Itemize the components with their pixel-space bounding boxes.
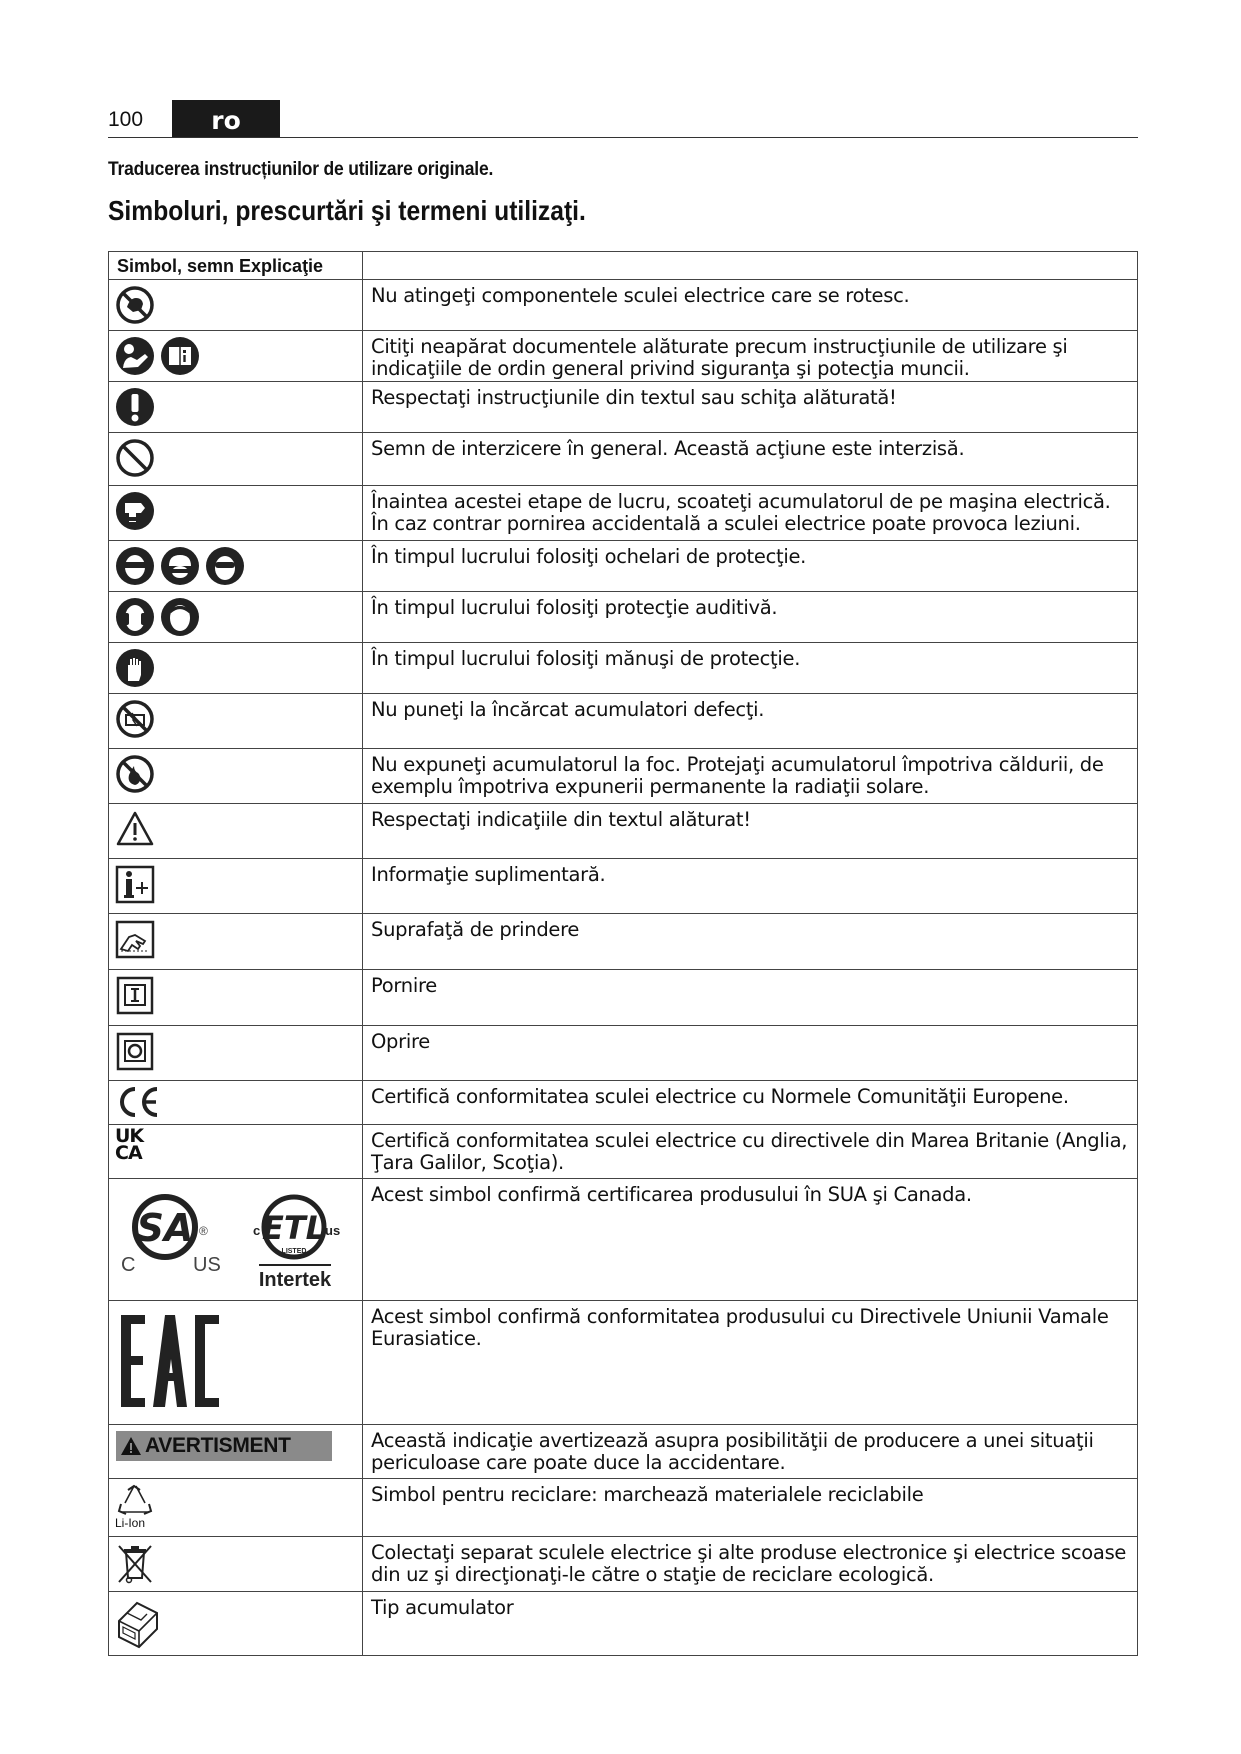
header-label: Simbol, semn Explicaţie [117,256,324,276]
table-row [109,914,1138,970]
ear-protection-icon [115,597,155,637]
etl-mark [253,1197,340,1291]
row-text: Această indicaţie avertizează asupra posibilităţii de producere a unei situaţii periculoase care poate duce la accidentare. [371,1429,1094,1474]
table-row [109,433,1138,486]
row-text: În timpul lucrului folosiţi ochelari de protecţie. [371,545,807,568]
table-row [109,1179,1138,1301]
warning-triangle-small-icon [120,1436,142,1456]
row-text: Înaintea acestei etape de lucru, scoateţi acumulatorul de pe maşina electrică. În caz contrar pornirea accidentală a sculei electrice poate provoca leziuni. [371,490,1111,535]
table-row [109,541,1138,592]
table-row [109,694,1138,749]
row-text: Tip acumulator [371,1596,514,1619]
ukca-mark-icon [115,1125,144,1164]
table-row [109,1592,1138,1656]
etl-c: c [253,1223,261,1238]
table-row [109,1026,1138,1081]
table-header-row [109,252,1138,280]
row-text: Certifică conformitatea sculei electrice cu Normele Comunităţii Europene. [371,1085,1069,1108]
csa-reg: ® [199,1224,208,1238]
row-text: Citiţi neapărat documentele alăturate precum instrucţiunile de utilizare şi indicaţiile de ordin general privind siguranţa şi potecţia muncii. [371,335,1068,380]
no-fire-icon [115,754,155,794]
grip-surface-icon [115,919,155,959]
etl-listed: LISTED [281,1248,307,1255]
li-ion-label: Li-Ion [115,1516,146,1530]
helmet-icon [160,546,200,586]
csa-etl-marks-icon [109,1179,361,1295]
row-text: Simbol pentru reciclare: marchează materialele reciclabile [371,1483,924,1506]
table-row [109,592,1138,643]
row-text: Acest simbol confirmă conformitatea produsului cu Directivele Uniunii Vamale Eurasiatice. [371,1305,1109,1350]
ear-muffs-icon [160,597,200,637]
weee-bin-icon [115,1542,155,1586]
row-text: Suprafaţă de prindere [371,918,580,941]
gloves-icon [115,648,155,688]
row-text: Certifică conformitatea sculei electrice cu directivele din Marea Britanie (Anglia, Ţara Galilor, Scoţia). [371,1129,1128,1174]
power-off-icon [115,1031,155,1071]
power-on-icon [115,975,155,1015]
table-row [109,970,1138,1026]
avertisment-label-icon [116,1431,332,1461]
table-row [109,280,1138,331]
svg-text:SA: SA [136,1206,194,1250]
page-title: Simboluri, prescurtări şi termeni utilizaţi. [108,195,586,226]
prohibition-icon [115,438,155,478]
ukca-bottom: CA [115,1142,142,1164]
svg-text:ETL: ETL [261,1209,327,1247]
csa-c: C [121,1254,136,1276]
read-manual-icon [115,336,155,376]
row-text: Nu expuneţi acumulatorul la foc. Protejaţi acumulatorul împotriva căldurii, de exemplu împotriva expunerii permanente la radiaţii solare. [371,753,1104,798]
table-row [109,804,1138,859]
page-header [108,100,1138,138]
header-cell [109,252,363,280]
language-badge: ro [172,100,280,137]
row-text: Respectaţi instrucţiunile din textul sau schiţa alăturată! [371,386,897,409]
recycle-arrows-icon [115,1482,155,1520]
row-text: Informaţie suplimentară. [371,863,606,886]
recycle-li-ion-icon [115,1482,159,1530]
row-text: Nu puneţi la încărcat acumulatori defecţi. [371,698,765,721]
ukca-top: UK [115,1125,144,1147]
goggles-icon [205,546,245,586]
row-text: Oprire [371,1030,430,1053]
eac-mark-icon [109,1301,361,1419]
info-plus-icon [115,864,155,904]
row-text: Respectaţi indicaţiile din textul alăturat! [371,808,751,831]
row-text: Pornire [371,974,437,997]
no-touch-rotating-icon [115,285,155,325]
etl-us: us [325,1223,341,1238]
no-charge-defective-icon [115,699,155,739]
warning-triangle-icon [115,809,155,849]
table-row [109,859,1138,914]
table-row [109,486,1138,541]
csa-us: US [193,1254,221,1276]
row-text: Colectaţi separat sculele electrice şi alte produse electronice şi electrice scoase din uz şi direcţionaţi-le către o staţie de reciclare ecologică. [371,1541,1127,1586]
header-cell-empty [363,252,1138,280]
table-row [109,749,1138,804]
row-text: Semn de interzicere în general. Această acţiune este interzisă. [371,437,965,460]
table-row [109,1425,1138,1479]
etl-brand: Intertek [258,1269,332,1291]
exclamation-icon [115,387,155,427]
row-text: În timpul lucrului folosiţi mănuşi de protecţie. [371,647,801,670]
page-number: 100 [108,108,144,131]
csa-mark [121,1197,221,1276]
table-row [109,643,1138,694]
symbols-table [108,251,1138,1656]
face-shield-icon [115,546,155,586]
table-row [109,331,1138,382]
row-text: Acest simbol confirmă certificarea produsului în SUA şi Canada. [371,1183,972,1206]
table-row [109,1081,1138,1125]
row-text: În timpul lucrului folosiţi protecţie auditivă. [371,596,778,619]
table-row [109,1537,1138,1592]
table-row [109,1301,1138,1425]
subtitle: Traducerea instrucțiunilor de utilizare originale. [108,159,494,180]
avertisment-text: AVERTISMENT [145,1434,291,1457]
battery-type-icon [115,1597,161,1649]
table-row [109,1125,1138,1179]
manual-book-icon [160,336,200,376]
remove-battery-icon [115,491,155,531]
table-row [109,382,1138,433]
ce-mark-icon [115,1086,163,1118]
row-text: Nu atingeţi componentele sculei electrice care se rotesc. [371,284,910,307]
table-row [109,1479,1138,1537]
